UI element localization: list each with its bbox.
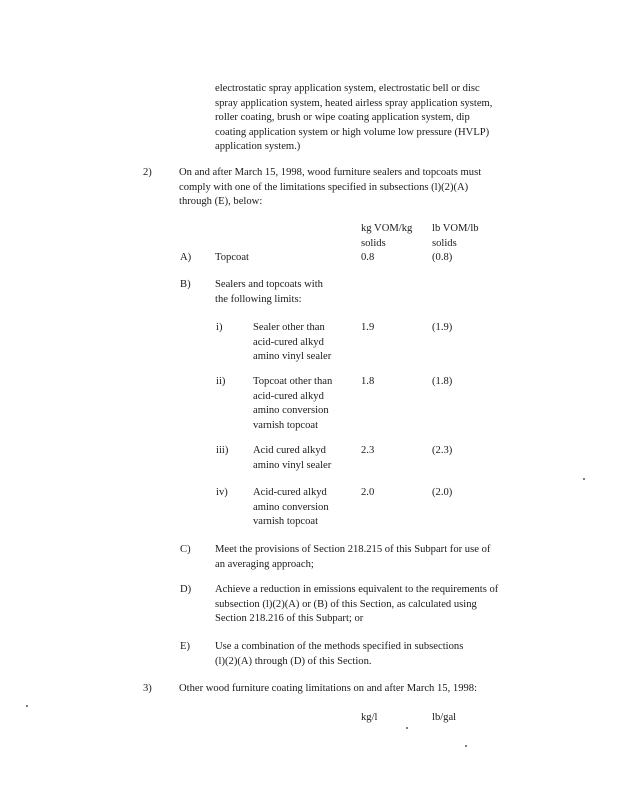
section-2-line: comply with one of the limitations specified in subsections (l)(2)(A) [179,181,469,193]
item-a-value-lb: (0.8) [432,252,453,263]
item-b-label: B) [180,279,191,290]
subitem-line: amino conversion [253,405,329,416]
scan-speck [406,727,408,729]
section-3-text: Other wood furniture coating limitations on and after March 15, 1998: [179,683,478,694]
subitem-line: acid-cured alkyd [253,390,324,402]
intro-line: roller coating, brush or wipe coating application system, dip [215,112,470,123]
subitem-ii-label: ii) [216,376,226,387]
item-c-text [215,543,555,572]
item-c-line: an averaging approach; [215,558,314,570]
item-b-line: Sealers and topcoats with [215,279,323,290]
section-2-line: On and after March 15, 1998, wood furniture sealers and topcoats must [179,167,482,178]
section-2-number: 2) [143,167,152,178]
subitem-line: Acid-cured alkyd [253,487,327,498]
subitem-i-text [253,321,331,365]
subitem-iii-text [253,444,331,473]
subitem-line: varnish topcoat [253,419,319,431]
item-d-text [215,583,555,627]
item-e-line: (l)(2)(A) through (D) of this Section. [215,655,372,667]
subitem-line: amino vinyl sealer [253,351,332,362]
subitem-iv-label: iv) [216,487,228,498]
scan-speck [26,705,28,707]
subitem-iv-text [253,486,329,530]
item-a-text: Topcoat [215,252,249,263]
subitem-i-value-lb: (1.9) [432,322,453,333]
item-d-label: D) [180,584,192,595]
item-c-label: C) [180,544,191,555]
col1-header-line1: kg VOM/kg [361,223,413,234]
item-e-label: E) [180,641,190,652]
item-a-value-kg: 0.8 [361,252,375,263]
intro-paragraph [215,82,555,155]
subitem-line: amino conversion [253,501,329,513]
subitem-line: Sealer other than [253,322,325,333]
item-b-line: the following limits: [215,293,302,305]
intro-line: application system.) [215,141,301,152]
section-3-number: 3) [143,683,152,694]
col2-header [432,222,479,251]
item-d-line: subsection (l)(2)(A) or (B) of this Section, as calculated using [215,598,477,610]
subitem-ii-value-kg: 1.8 [361,376,375,387]
subitem-iii-label: iii) [216,445,229,456]
col2-header-line2: solids [432,237,457,249]
subitem-line: Acid cured alkyd [253,445,326,456]
section-2-intro [179,166,559,210]
scan-speck [465,745,467,747]
subitem-ii-value-lb: (1.8) [432,376,453,387]
item-c-line: Meet the provisions of Section 218.215 of this Subpart for use of [215,544,491,555]
intro-line: electrostatic spray application system, electrostatic bell or disc [215,83,480,94]
subitem-iv-value-kg: 2.0 [361,487,375,498]
section-2-line: through (E), below: [179,196,263,207]
scan-speck [583,478,585,480]
subitem-i-label: i) [216,322,223,333]
subitem-line: Topcoat other than [253,376,333,387]
section-3-col1-header: kg/l [361,712,378,723]
subitem-ii-text [253,375,332,433]
item-b-text [215,278,323,307]
col2-header-line1: lb VOM/lb [432,223,479,234]
subitem-line: amino vinyl sealer [253,459,332,471]
col1-header [361,222,412,251]
subitem-i-value-kg: 1.9 [361,322,375,333]
subitem-line: acid-cured alkyd [253,336,324,348]
item-a-label: A) [180,252,192,263]
subitem-iii-value-lb: (2.3) [432,445,453,456]
subitem-line: varnish topcoat [253,516,319,527]
item-d-line: Section 218.216 of this Subpart; or [215,613,364,624]
intro-line: spray application system, heated airless spray application system, [215,97,493,109]
section-3-col2-header: lb/gal [432,712,457,723]
item-e-line: Use a combination of the methods specified in subsections [215,641,464,652]
item-d-line: Achieve a reduction in emissions equivalent to the requirements of [215,584,499,595]
subitem-iii-value-kg: 2.3 [361,445,375,456]
intro-line: coating application system or high volume low pressure (HVLP) [215,126,490,138]
item-e-text [215,640,555,669]
subitem-iv-value-lb: (2.0) [432,487,453,498]
col1-header-line2: solids [361,237,386,249]
